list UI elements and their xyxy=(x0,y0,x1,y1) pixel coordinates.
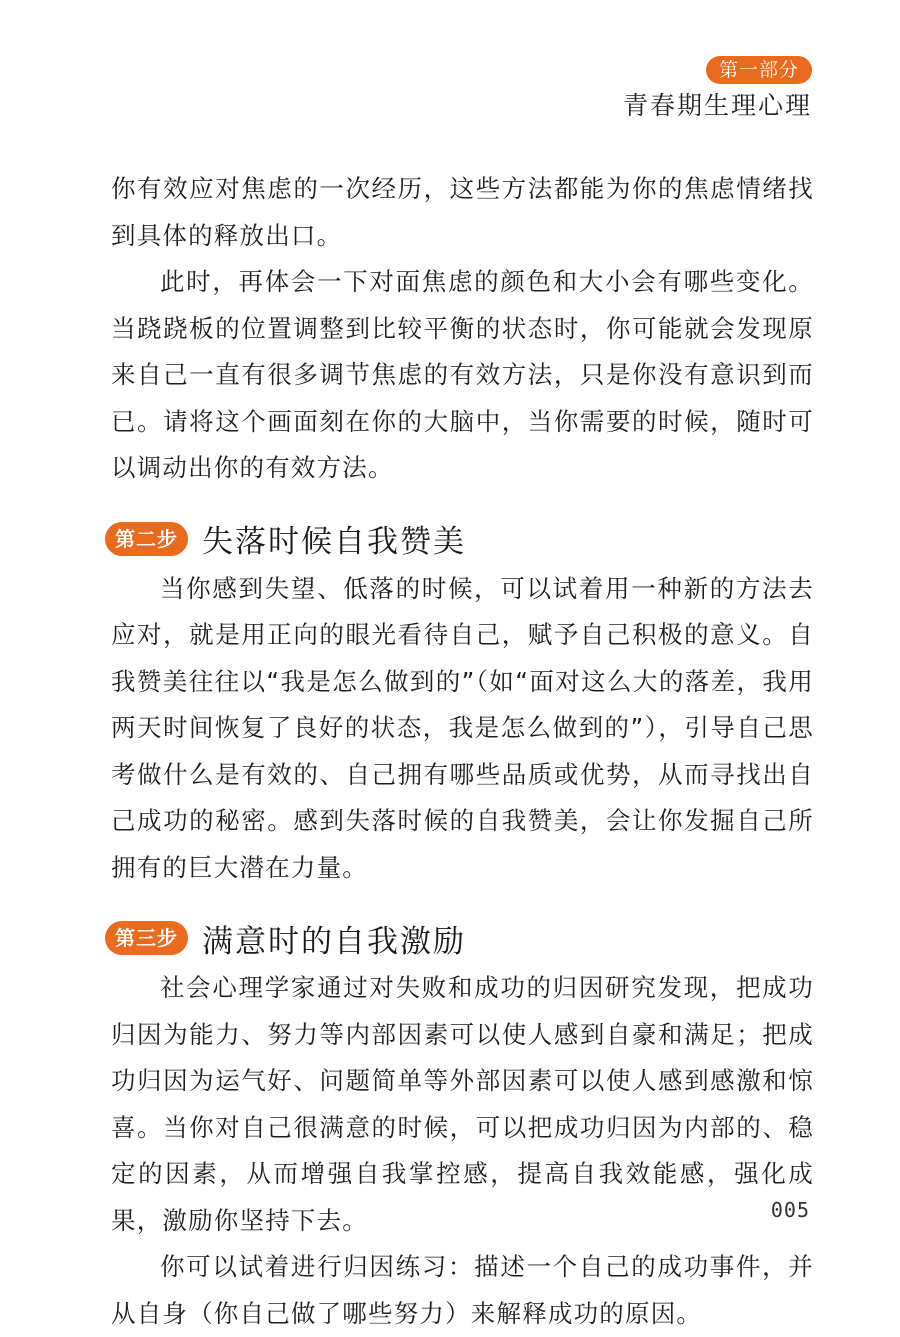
paragraph-continued: 你有效应对焦虑的一次经历，这些方法都能为你的焦虑情绪找到具体的释放出口。 xyxy=(111,174,814,250)
step-2-heading xyxy=(111,514,814,564)
running-header xyxy=(623,56,812,122)
step-3-badge: 第三步 xyxy=(105,921,188,955)
step-3-heading xyxy=(111,913,814,963)
step-2-paragraph: 当你感到失望、低落的时候，可以试着用一种新的方法去应对，就是用正向的眼光看待自己，赋予自己积极的意义。自我赞美往往以“我是怎么做到的”（如“面对这么大的落差，我用两天时间恢复了良好的状态，我是怎么做到的”），引导自己思考做什么是有效的、自己拥有哪些品质或优势，从而寻找出自己成功的秘密。感到失落时候的自我赞美，会让你发掘自己所拥有的巨大潜在力量。 xyxy=(111,573,814,882)
page-number: 005 xyxy=(770,1198,810,1222)
step-3-paragraph-1: 社会心理学家通过对失败和成功的归因研究发现，把成功归因为能力、努力等内部因素可以使人感到自豪和满足；把成功归因为运气好、问题简单等外部因素可以使人感到感激和惊喜。当你对自己很满意的时候，可以把成功归因为内部的、稳定的因素，从而增强自我掌控感，提高自我效能感，强化成果，激励你坚持下去。 xyxy=(111,973,814,1235)
part-badge: 第一部分 xyxy=(706,56,812,84)
step-3-title: 满意时的自我激励 xyxy=(202,923,466,960)
step-2-badge: 第二步 xyxy=(105,522,188,556)
step-3-paragraph-2: 你可以试着进行归因练习：描述一个自己的成功事件，并从自身（你自己做了哪些努力）来解释成功的原因。 xyxy=(111,1252,814,1328)
page-content xyxy=(111,166,814,1337)
step-2-title: 失落时候自我赞美 xyxy=(202,524,466,560)
paragraph-intro: 此时，再体会一下对面焦虑的颜色和大小会有哪些变化。当跷跷板的位置调整到比较平衡的状态时，你可能就会发现原来自己一直有很多调节焦虑的有效方法，只是你没有意识到而已。请将这个画面刻在你的大脑中，当你需要的时候，随时可以调动出你的有效方法。 xyxy=(111,267,814,482)
section-title: 青春期生理心理 xyxy=(622,91,812,120)
